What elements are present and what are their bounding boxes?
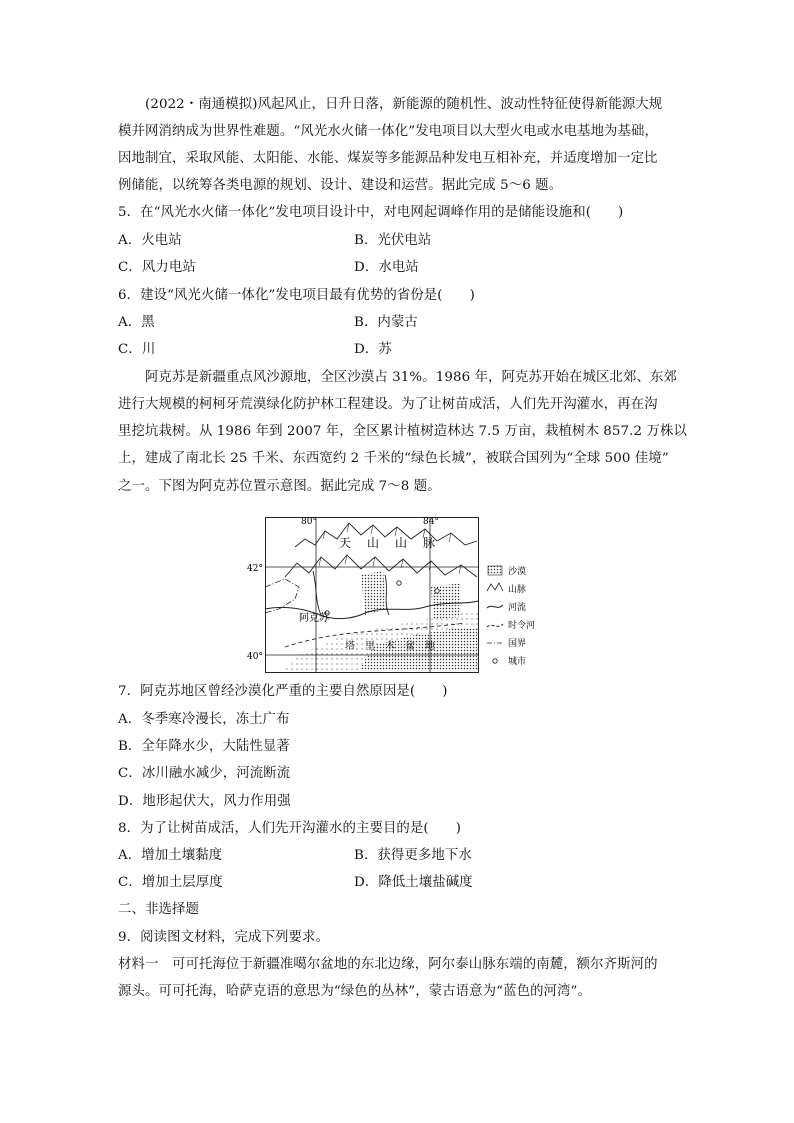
q8-option-b[interactable]: B．获得更多地下水 bbox=[354, 848, 472, 863]
basin-label: 塔 里 木 盆 地 bbox=[345, 641, 435, 652]
legend-border: 国界 bbox=[508, 639, 527, 649]
q5-option-d[interactable]: D．水电站 bbox=[354, 260, 419, 275]
city-marker-3 bbox=[435, 589, 439, 593]
q5-stem: 5．在“风光水火储一体化”发电项目设计中，对电网起调峰作用的是储能设施和( ) bbox=[118, 205, 624, 220]
map-legend bbox=[487, 565, 535, 667]
q8-option-a[interactable]: A．增加土壤黏度 bbox=[118, 848, 223, 863]
city-marker-2 bbox=[397, 581, 401, 585]
q9-material-1-line-2: 源头。可可托海，哈萨克语的意思为“绿色的丛林”，蒙古语意为“蓝色的河湾”。 bbox=[118, 984, 591, 999]
q8-stem: 8．为了让树苗成活，人们先开沟灌水的主要目的是( ) bbox=[118, 821, 462, 836]
q6-stem: 6．建设“风光火储一体化”发电项目最有优势的省份是( ) bbox=[118, 288, 475, 303]
q6-option-b[interactable]: B．内蒙古 bbox=[354, 315, 418, 330]
q5-option-c[interactable]: C．风力电站 bbox=[118, 260, 196, 275]
q8-option-d[interactable]: D．降低土壤盐碱度 bbox=[354, 875, 473, 890]
passage2-line-4: 上，建成了南北长 25 千米、东西宽约 2 千米的“绿色长城”，被联合国列为“全球 500 佳境” bbox=[118, 451, 669, 466]
legend-river: 河流 bbox=[508, 603, 527, 613]
legend-river-icon bbox=[487, 605, 503, 608]
intro-line-2: 模并网消纳成为世界性难题。“风光水火储一体化”发电项目以大型火电或水电基地为基础， bbox=[118, 124, 659, 139]
aksu-label: 阿克苏 bbox=[299, 613, 329, 624]
aksu-location-map bbox=[247, 517, 536, 673]
q9-stem: 9．阅读图文材料，完成下列要求。 bbox=[118, 930, 329, 945]
q7-option-a[interactable]: A．冬季寒冷漫长，冻土广布 bbox=[118, 712, 290, 727]
q7-option-c[interactable]: C．冰川融水减少，河流断流 bbox=[118, 766, 291, 781]
q6-option-a[interactable]: A．黑 bbox=[118, 315, 155, 330]
mountain-label: 天 山 山 脉 bbox=[339, 536, 438, 550]
q7-option-b[interactable]: B．全年降水少，大陆性显著 bbox=[118, 739, 290, 754]
lat-40-label: 40° bbox=[247, 652, 263, 662]
q7-option-d[interactable]: D．地形起伏大，风力作用强 bbox=[118, 794, 291, 809]
legend-mountain: 山脉 bbox=[508, 585, 527, 595]
legend-city: 城市 bbox=[508, 657, 527, 667]
q7-stem: 7．阿克苏地区曾经沙漠化严重的主要自然原因是( ) bbox=[118, 684, 448, 699]
lon-80-label: 80° bbox=[301, 517, 317, 527]
q8-option-c[interactable]: C．增加土层厚度 bbox=[118, 875, 223, 890]
legend-city-icon bbox=[493, 659, 497, 663]
desert-patch-2 bbox=[431, 583, 461, 619]
legend-mountain-icon bbox=[487, 583, 503, 591]
passage2-line-1: 阿克苏是新疆重点风沙源地，全区沙漠占 31%。1986 年，阿克苏开始在城区北郊、东郊 bbox=[145, 370, 677, 385]
q9-material-1-line-1: 材料一 可可托海位于新疆准噶尔盆地的东北边缘，阿尔泰山脉东端的南麓，额尔齐斯河的 bbox=[118, 957, 658, 972]
q5-option-b[interactable]: B．光伏电站 bbox=[354, 233, 432, 248]
desert-patch-1 bbox=[361, 571, 387, 615]
passage2-line-2: 进行大规模的柯柯牙荒漠绿化防护林工程建设。为了让树苗成活，人们先开沟灌水，再在沟 bbox=[118, 397, 658, 412]
legend-desert-icon bbox=[488, 566, 502, 575]
legend-desert: 沙漠 bbox=[508, 567, 527, 577]
q6-option-d[interactable]: D．苏 bbox=[354, 342, 392, 357]
q6-option-c[interactable]: C．川 bbox=[118, 342, 156, 357]
lat-42-label: 42° bbox=[247, 564, 263, 574]
legend-seasonal-river-icon bbox=[487, 624, 503, 627]
section-2-heading: 二、非选择题 bbox=[118, 902, 199, 917]
passage2-line-3: 里挖坑栽树。从 1986 年到 2007 年，全区累计植树造林达 7.5 万亩，栽植树木 857.2 万株以 bbox=[118, 424, 687, 439]
intro-line-4: 例储能，以统筹各类电源的规划、设计、建设和运营。据此完成 5～6 题。 bbox=[118, 178, 563, 193]
legend-seasonal-river: 时令河 bbox=[508, 621, 536, 631]
q5-option-a[interactable]: A．火电站 bbox=[118, 233, 182, 248]
intro-line-3: 因地制宜，采取风能、太阳能、水能、煤炭等多能源品种发电互相补充，并适度增加一定比 bbox=[118, 151, 658, 166]
lon-84-label: 84° bbox=[423, 517, 439, 527]
intro-line-1: (2022・南通模拟)风起风止，日升日落，新能源的随机性、波动性特征使得新能源大规 bbox=[145, 97, 663, 112]
passage2-line-5: 之一。下图为阿克苏位置示意图。据此完成 7～8 题。 bbox=[118, 479, 441, 494]
